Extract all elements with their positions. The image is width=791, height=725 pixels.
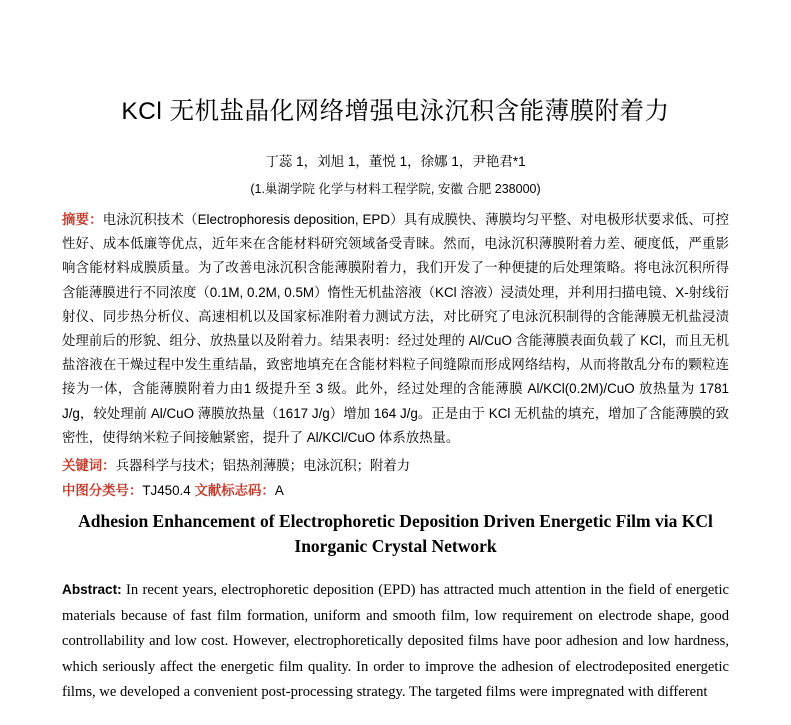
abstract-chinese-text: 电泳沉积技术（Electrophoresis deposition, EPD）具有成膜快、薄膜均匀平整、对电极形状要求低、可控性好、成本低廉等优点，近年来在含能材料研究领域备受青睐。然而，电泳沉积薄膜附着力差、硬度低，严重影响含能材料成膜质量。为了改善电泳沉积含能薄膜附着力，我们开发了一种便捷的后处理策略。将电泳沉积所得含能薄膜进行不同浓度（0.1M, 0.2M, 0.5M）惰性无机盐溶液（KCl 溶液）浸渍处理，并利用扫描电镜、X-射线衍射仪、同步热分析仪、高速相机以及国家标准附着力测试方法，对比研究了电泳沉积制得的含能薄膜无机盐浸渍处理前后的形貌、组分、放热量以及附着力。结果表明：经过处理的 Al/CuO 含能薄膜表面负载了 KCl，而且无机盐溶液在干燥过程中发生重结晶，致密地填充在含能材料粒子间缝隙而形成网络结构，从而将散乱分布的颗粒连接为一体，含能薄膜附着力由1 级提升至 3 级。此外，经过处理的含能薄膜 Al/KCl(0.2M)/CuO 放热量为 1781 J/g，较处理前 Al/CuO 薄膜放热量（1617 J/g）增加 164 J/g。正是由于 KCl 无机盐的填充，增加了含能薄膜的致密性，使得纳米粒子间接触紧密，提升了 Al/KCl/CuO 体系放热量。 xyxy=(62,212,730,445)
abstract-chinese xyxy=(62,208,729,450)
keywords-chinese xyxy=(62,454,729,478)
paper-page xyxy=(0,92,791,725)
affiliation: (1.巢湖学院 化学与材料工程学院, 安徽 合肥 238000) xyxy=(250,182,541,196)
page-title-english: Adhesion Enhancement of Electrophoretic Deposition Driven Energetic Film via KCl Inorganic Crystal Network xyxy=(78,511,713,557)
abstract-chinese-label: 摘要： xyxy=(62,212,103,227)
keywords-text: 兵器科学与技术；铝热剂薄膜；电泳沉积；附着力 xyxy=(115,458,411,474)
clc-label: 中图分类号： xyxy=(62,483,143,499)
document-code-label: 文献标志码： xyxy=(194,483,275,499)
abstract-english-label: Abstract: xyxy=(62,582,122,598)
author-list: 丁蕊 1，刘旭 1，董悦 1，徐娜 1，尹艳君*1 xyxy=(265,154,526,169)
abstract-english xyxy=(62,577,729,706)
clc-line xyxy=(62,480,729,502)
clc-value: TJ450.4 xyxy=(142,483,191,499)
keywords-label: 关键词： xyxy=(62,458,116,474)
abstract-english-text: In recent years, electrophoretic deposition (EPD) has attracted much attention in the field of energetic materials because of fast film formation, uniform and smooth film, low requirement on electrode shape, good controllability and low cost. However, electrophoretically deposited films have poor adhesion and low hardness, which seriously affect the energetic film quality. In order to improve the adhesion of electrodeposited energetic films, we developed a convenient post-processing strategy. The targeted films were impregnated with different xyxy=(62,582,729,701)
page-title: KCl 无机盐晶化网络增强电泳沉积含能薄膜附着力 xyxy=(121,98,670,125)
document-code-value: A xyxy=(274,483,284,499)
